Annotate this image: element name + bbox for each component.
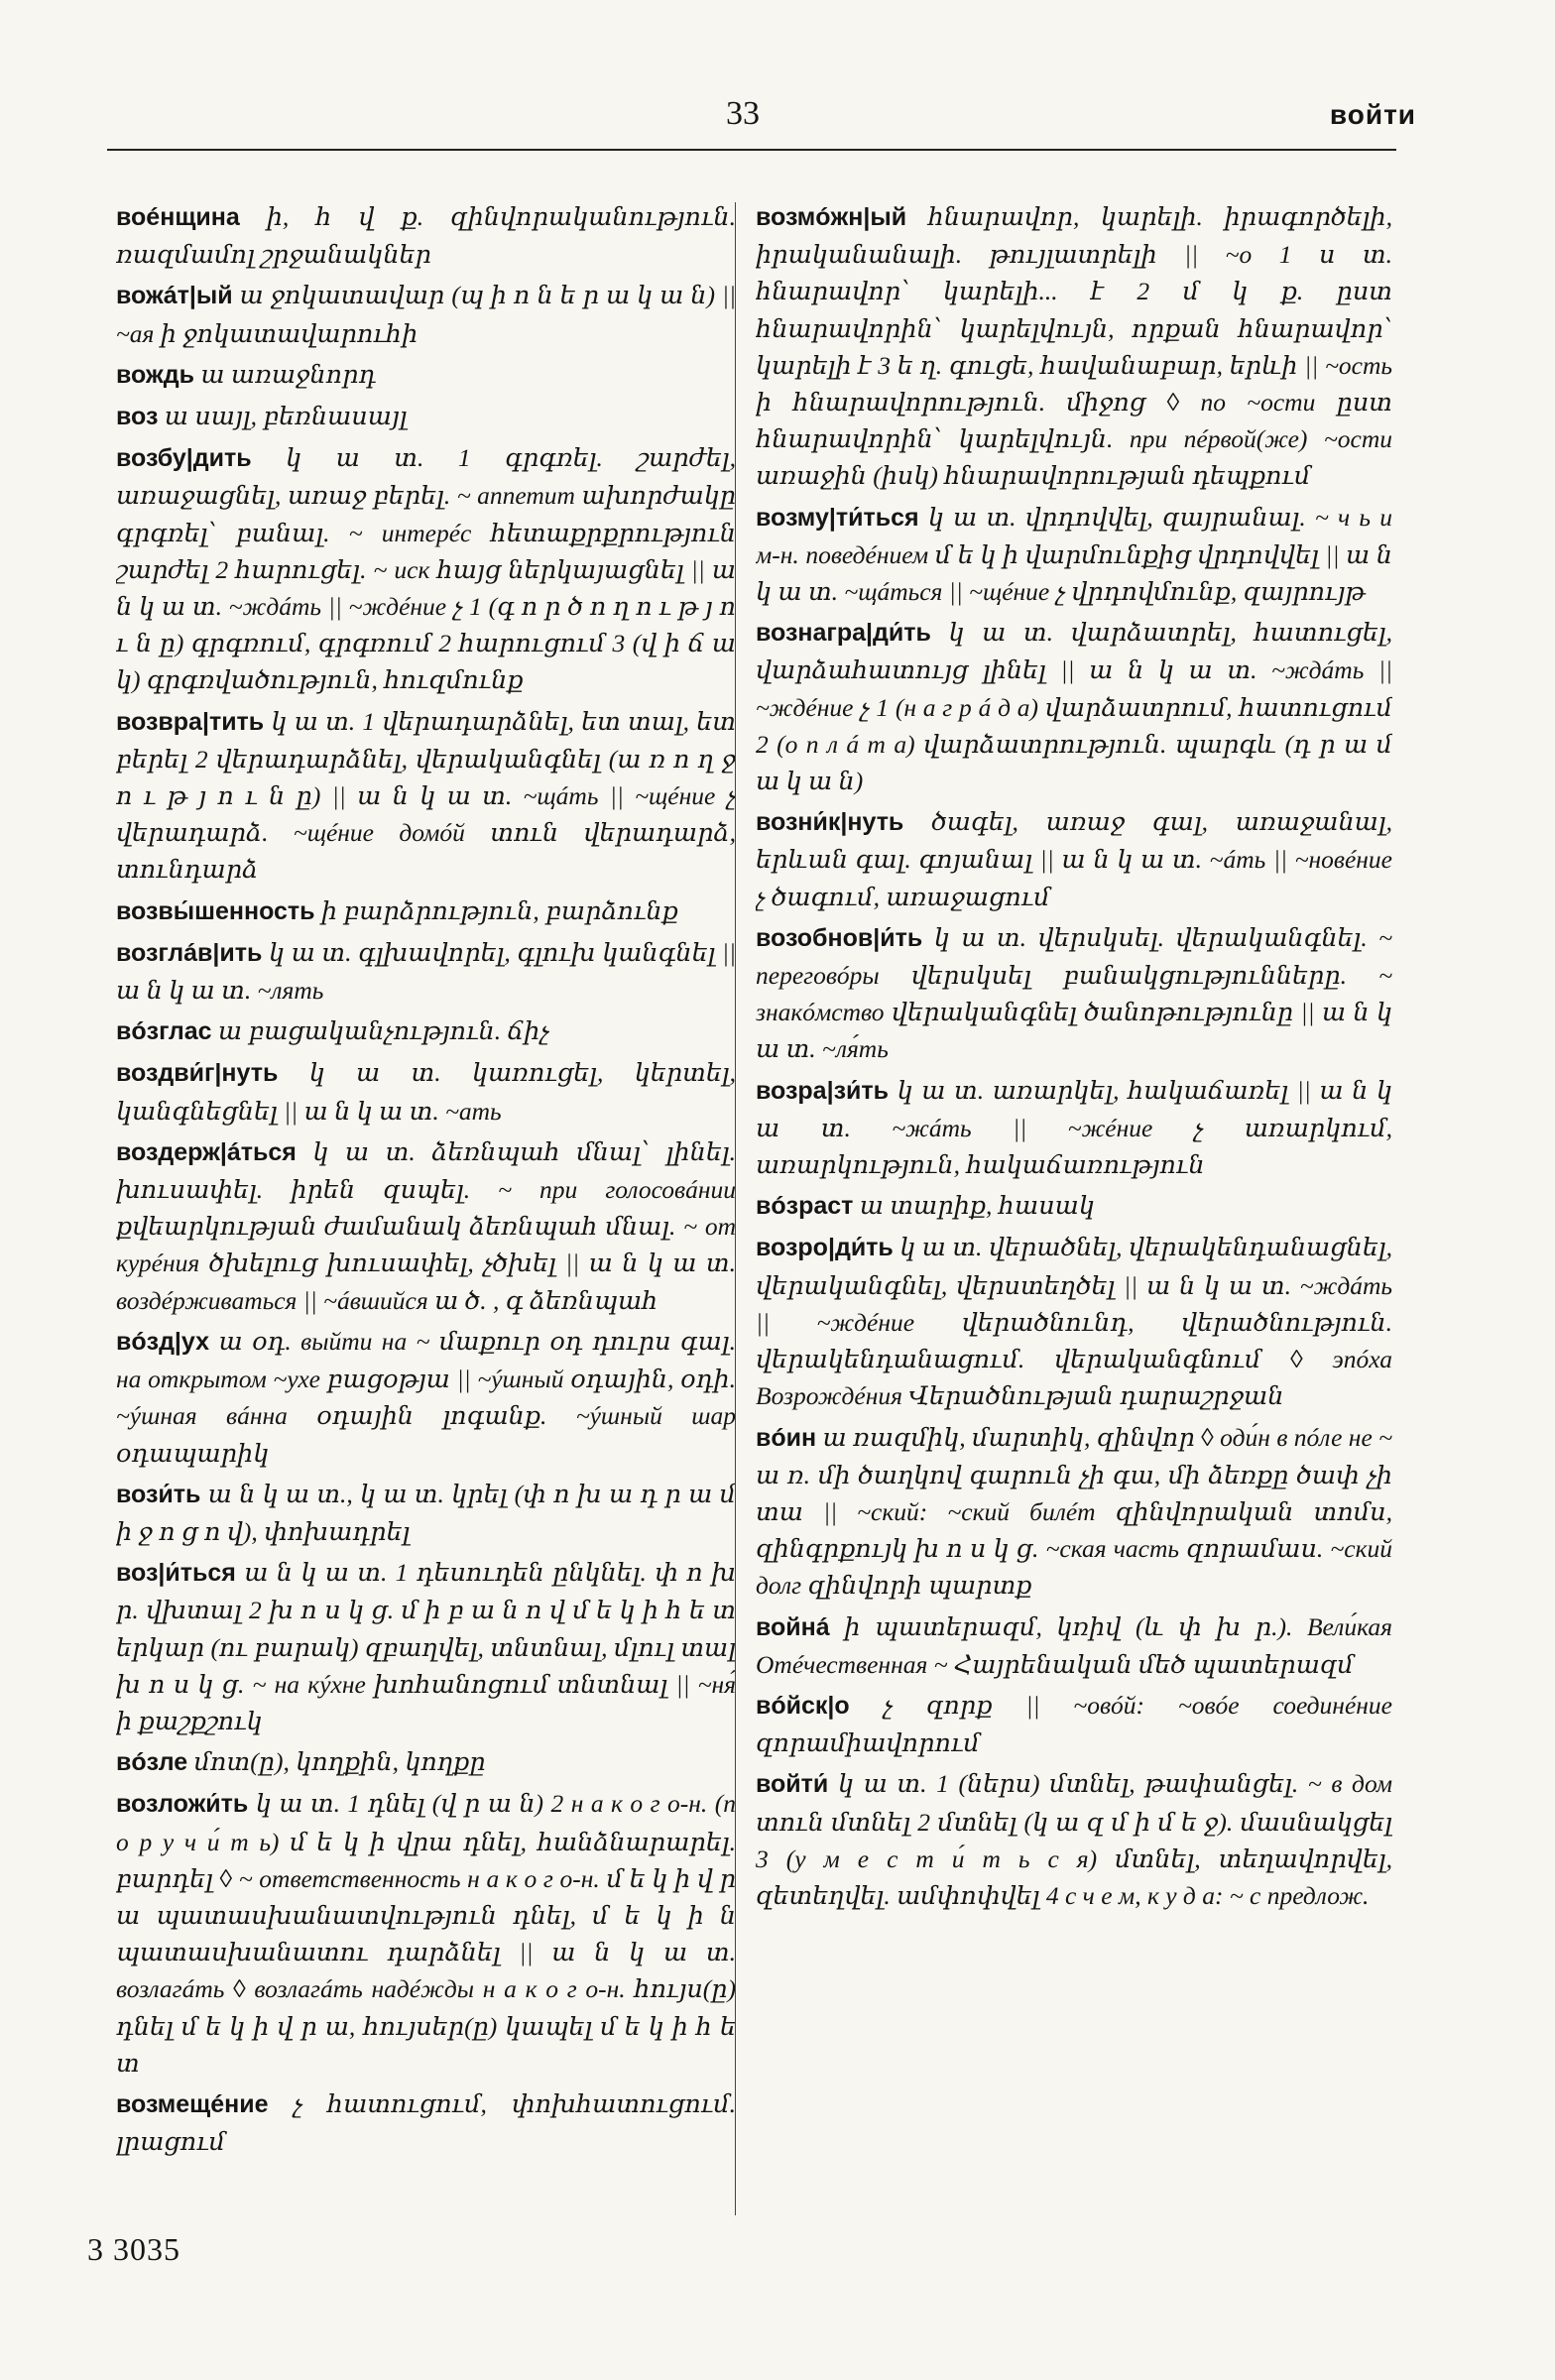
dictionary-entry [116, 1785, 736, 2082]
dictionary-entry [756, 1072, 1392, 1184]
sheet-signature: 3 3035 [87, 2231, 180, 2267]
entry-definition: կ ա տ. վրդովվել, զայրանալ. ~ ч ь и м-н. поведéнием մ ե կ ի վարմունքից վրդովվել || ա ն կ ա տ. ~щáться || ~щéние չ վրդովմունք, զայրույթ [756, 502, 1392, 607]
entry-headword: возбу|дить [116, 444, 252, 473]
entry-definition: ա օդ. выйти на ~ մաքուր օդ դուրս գալ. на открытом ~ухе բացօթյա || ~ýшный օդային, օդի. ~ýшная вáнна օդային լոգանք. ~ýшный шар օդապարիկ [116, 1326, 736, 1468]
entry-headword: возглáв|ить [116, 938, 263, 967]
entry-headword: вожáт|ый [116, 282, 233, 310]
entry-definition: չ զորք || ~овóй: ~овóе соединéние զորամիավորում [756, 1690, 1392, 1758]
dictionary-entry [116, 703, 736, 889]
right-column [756, 198, 1392, 2261]
entry-definition: չ հատուցում, փոխհատուցում. լրացում [116, 2088, 736, 2157]
entry-headword: возмещéние [116, 2089, 269, 2118]
entry-headword: возмóжн|ый [756, 203, 907, 231]
dictionary-entry [756, 614, 1392, 799]
entry-definition: ա ն կ ա տ., կ ա տ. կրել (փ ո խ ա դ ր ա մ ի ջ ո ց ո վ), փոխադրել [116, 1479, 736, 1546]
dictionary-entry [756, 1687, 1392, 1761]
entry-headword: возро|ди́ть [756, 1234, 894, 1262]
entry-definition: կ ա տ. առարկել, հակաճառել || ա ն կ ա տ. ~жáть || ~жéние չ առարկում, առարկություն, հակաճառություն [756, 1075, 1392, 1180]
dictionary-entry [756, 1229, 1392, 1414]
entry-definition: ի պատերազմ, կռիվ (և փ խ ր.). Вели́кая Отéчественная ~ Հայրենական մեծ պատերազմ [756, 1611, 1392, 1679]
entry-definition: ի, հ վ ք. զինվորականություն. ռազմամոլ շրջանակներ [116, 202, 736, 270]
dictionary-entry [116, 398, 736, 435]
entry-definition: ա ջոկատավար (պ ի ո ն ե ր ա կ ա ն) || ~ая ի ջոկատավարուհի [116, 281, 736, 348]
entry-definition: կ ա տ. 1 (ներս) մտնել, թափանցել. ~ в дом տուն մտնել 2 մտնել (կ ա զ մ ի մ ե ջ). մասնակցել 3 (у м е с т и́ т ь с я) մտնել, տեղավորվել, զետեղվել. ամփոփվել 4 с ч е м, к у д а: ~ с предлож. [756, 1769, 1392, 1910]
dictionary-entry [116, 1476, 736, 1550]
dictionary-entry [116, 356, 736, 394]
entry-definition: ա առաջնորդ [200, 359, 377, 389]
entry-definition: ա ն կ ա տ. 1 դեսուդեն ընկնել. փ ո խ ր. վխտալ 2 խ ո ս կ ց. մ ի բ ա ն ո վ մ ե կ ի հ ե տ երկար (ու բարակ) զբաղվել, տնտնալ, մլուլ տալ խ ո ս կ ց. ~ на кýхне խոհանոցում տնտնալ || ~ня́ ի քաշքշուկ [116, 1558, 736, 1735]
entry-definition: կ ա տ. ձեռնպահ մնալ՝ լինել. խուսափել. իրեն զսպել. ~ при голосовáнии քվեարկության ժամանակ ձեռնպահ մնալ. ~ от курéния ծխելուց խուսափել, չծխել || ա ն կ ա տ. воздéрживаться || ~áвшийся ա ծ. , գ ձեռնպահ [116, 1136, 736, 1315]
dictionary-entry [756, 919, 1392, 1068]
dictionary-entry [756, 198, 1392, 495]
entry-headword: войнá [756, 1612, 830, 1641]
dictionary-entry [116, 892, 736, 930]
entry-definition: հնարավոր, կարելի. իրագործելի, իրականանալի. թույլատրելի || ~о 1 ս տ. հնարավոր՝ կարելի... է 2 մ կ ք. ըստ հնարավորին՝ կարելվույն, որքան հնարավոր՝ կարելի է 3 ե ղ. գուցե, հավանաբար, երևի || ~ость ի հնարավորություն. միջոց ◊ по ~ости ըստ հնարավորին՝ կարելվույն. при пéрвой(же) ~ости առաջին (իսկ) հնարավորության դեպքում [756, 202, 1392, 491]
entry-headword: воз|и́ться [116, 1559, 236, 1588]
dictionary-entry [116, 198, 736, 273]
entry-definition: կ ա տ. վերածնել, վերակենդանացնել, վերականգնել, վերստեղծել || ա ն կ ա տ. ~ждáть || ~ждéние վերածնունդ, վերածնություն. վերակենդանացում. վերականգնում ◊ эпóха Возрождéния Վերածնության դարաշրջան [756, 1233, 1392, 1411]
dictionary-entry [756, 1187, 1392, 1225]
dictionary-entry [116, 1323, 736, 1472]
entry-headword: возни́к|нуть [756, 808, 904, 837]
dictionary-entry [756, 1419, 1392, 1605]
page-number: 33 [726, 95, 760, 132]
entry-headword: возвра|тить [116, 707, 265, 736]
entry-headword: возму|ти́ться [756, 503, 919, 532]
entry-headword: воздерж|áться [116, 1137, 297, 1166]
dictionary-entry [756, 1608, 1392, 1683]
entry-headword: возра|зи́ть [756, 1076, 889, 1105]
dictionary-entry [116, 1743, 736, 1781]
entry-headword: воéнщина [116, 203, 240, 231]
entry-headword: вóин [756, 1423, 817, 1452]
entry-definition: ա բացականչություն. ճիչ [217, 1016, 549, 1046]
entry-headword: вознагра|ди́ть [756, 619, 931, 648]
entry-headword: войти́ [756, 1770, 829, 1799]
entry-headword: вóзле [116, 1748, 188, 1777]
running-head: войти [1329, 99, 1416, 130]
entry-headword: возвы́шенность [116, 896, 315, 925]
entry-headword: вози́ть [116, 1480, 201, 1508]
entry-headword: воз [116, 403, 159, 431]
entry-definition: ծագել, առաջ գալ, առաջանալ, երևան գալ. գոյանալ || ա ն կ ա տ. ~áть || ~новéние չ ծագում, առաջացում [756, 807, 1392, 911]
entry-headword: воздви́г|нуть [116, 1059, 279, 1088]
header-rule [107, 149, 1396, 151]
entry-definition: ի բարձրություն, բարձունք [320, 895, 678, 925]
dictionary-entry [116, 1012, 736, 1050]
entry-definition: կ ա տ. 1 գրգռել. շարժել, առաջացնել, առաջ բերել. ~ аппетит ախորժակը գրգռել՝ բանալ. ~ интерéс հետաքրքրություն շարժել 2 հարուցել. ~ иск հայց ներկայացնել || ա ն կ ա տ. ~ждáть || ~ждéние չ 1 (գ ո ր ծ ո ղ ո ւ թ յ ո ւ ն ը) գրգռում, գրգռում 2 հարուցում 3 (վ ի ճ ա կ) գրգռվածություն, հուզմունք [116, 443, 736, 695]
entry-definition: ա ռազմիկ, մարտիկ, զինվոր ◊ оди́н в пóле не ~ ա ռ. մի ծաղկով գարուն չի գա, մի ձեռքը ծափ չի տա || ~ский: ~ский билéт զինվորական տոմս, զինգրքույկ խ ո ս կ ց. ~ская часть զորամաս. ~ский долг զինվորի պարտք [756, 1422, 1392, 1601]
entry-headword: возобнов|и́ть [756, 923, 923, 952]
dictionary-entry [756, 803, 1392, 915]
entry-definition: կ ա տ. 1 դնել (վ ր ա ն) 2 н а к о г о-н. (п о р у ч и́ т ь) մ ե կ ի վրա դնել, հանձնարարել. բարդել ◊ ~ ответственность н а к о г о-н. մ ե կ ի վ ր ա պատասխանատվություն դնել, մ ե կ ի ն պատասխանատու դարձնել || ա ն կ ա տ. возлагáть ◊ возлагáть надéжды н а к о г о-н. հույս(ը) դնել մ ե կ ի վ ր ա, հույսեր(ը) կապել մ ե կ ի հ ե տ [116, 1789, 736, 2078]
entry-definition: կ ա տ. վերսկսել. վերականգնել. ~ переговóры վերսկսել բանակցությունները. ~ знакóмство վերականգնել ծանոթությունը || ա ն կ ա տ. ~ля́ть [756, 922, 1392, 1064]
entry-headword: вождь [116, 360, 194, 389]
entry-definition: կ ա տ. 1 վերադարձնել, ետ տալ, ետ բերել 2 վերադարձնել, վերականգնել (ա ռ ո ղ ջ ո ւ թ յ ո ւ ն ը) || ա ն կ ա տ. ~щáть || ~щéние չ վերադարձ. ~щéние домóй տուն վերադարձ, տունդարձ [116, 706, 736, 885]
dictionary-entry [116, 1133, 736, 1319]
dictionary-entry [756, 499, 1392, 611]
entry-definition: կ ա տ. կառուցել, կերտել, կանգնեցնել || ա ն կ ա տ. ~ать [116, 1058, 736, 1126]
entry-headword: возложи́ть [116, 1790, 249, 1819]
dictionary-entry [116, 934, 736, 1009]
entry-headword: вóзглас [116, 1017, 212, 1046]
column-divider [735, 202, 736, 2215]
entry-definition: կ ա տ. վարձատրել, հատուցել, վարձահատույց լինել || ա ն կ ա տ. ~ждáть || ~ждéние չ 1 (н а г р á д а) վարձատրում, հատուցում 2 (о п л á т а) վարձատրություն. պարգև (դ ր ա մ ա կ ա ն) [756, 618, 1392, 796]
dictionary-entry [116, 1554, 736, 1739]
dictionary-entry [756, 1765, 1392, 1914]
entry-definition: կ ա տ. գլխավորել, գլուխ կանգնել || ա ն կ ա տ. ~лять [116, 937, 736, 1006]
dictionary-entry [116, 439, 736, 698]
dictionary-entry [116, 277, 736, 351]
left-column [116, 198, 736, 2261]
entry-headword: вóйск|о [756, 1691, 850, 1720]
entry-definition: մոտ(ը), կողքին, կողքը [193, 1747, 486, 1777]
entry-headword: вóзраст [756, 1192, 854, 1221]
entry-headword: вóзд|ух [116, 1327, 210, 1356]
dictionary-entry [116, 1054, 736, 1129]
entry-definition: ա տարիք, հասակ [859, 1191, 1095, 1221]
dictionary-entry [116, 2085, 736, 2160]
entry-definition: ա սայլ, բեռնասայլ [164, 402, 408, 431]
